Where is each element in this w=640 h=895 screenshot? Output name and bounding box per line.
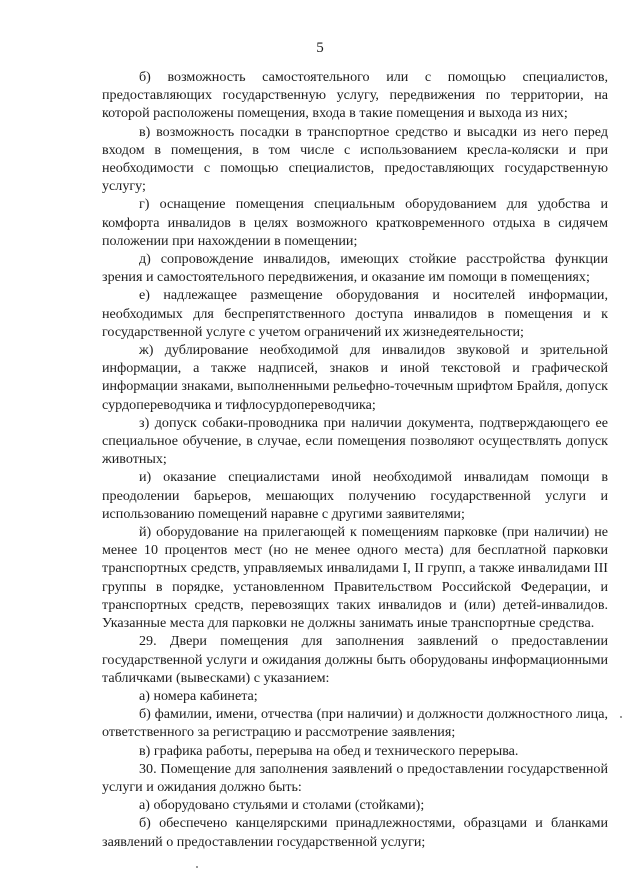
paragraph: а) оборудовано стульями и столами (стойками); <box>139 797 425 814</box>
paragraph: г) оснащение помещения специальным оборудованием для удобства и комфорта инвалидов в целях возможного кратковременного отдыха в сидячем положении при нахождении в помещении; <box>102 196 608 249</box>
paragraph: з) допуск собаки-проводника при наличии документа, подтверждающего ее специальное обучение, в случае, если помещения позволяют осуществлять допуск животных; <box>102 414 608 468</box>
paragraph: д) сопровождение инвалидов, имеющих стойкие расстройства функции зрения и самостоятельного передвижения, и оказание им помощи в помещениях; <box>102 251 608 286</box>
paragraph: ж) дублирование необходимой для инвалидов звуковой и зрительной информации, а также надписей, знаков и иной текстовой и графической информации знаками, выполненными рельефно-точечным шрифтом Брайля, допуск сурдопереводчика и тифлосурдопереводчика; <box>102 342 608 413</box>
paragraph: а) номера кабинета; <box>139 687 258 704</box>
paragraph: 30. Помещение для заполнения заявлений о предоставлении государственной услуги и ожидания должно быть: <box>102 760 608 795</box>
paragraph: е) надлежащее размещение оборудования и носителей информации, необходимых для беспрепятственного доступа инвалидов в помещения и к государственной услуге с учетом ограничений их жизнедеятельности; <box>102 287 608 340</box>
paragraph: б) возможность самостоятельного или с помощью специалистов, предоставляющих государственную услугу, передвижения по территории, на которой расположены помещения, входа в такие помещения и выхода из них; <box>102 69 608 122</box>
paragraph: б) обеспечено канцелярскими принадлежностями, образцами и бланками заявлений о предоставлении государственной услуги; <box>102 815 608 850</box>
scan-speck <box>196 866 198 868</box>
paragraph: и) оказание специалистами иной необходимой инвалидам помощи в преодолении барьеров, мешающих получению государственной услуги и использованию помещений наравне с другими заявителями; <box>102 469 608 522</box>
paragraph: в) графика работы, перерыва на обед и технического перерыва. <box>139 742 519 759</box>
page-number: 5 <box>316 40 324 56</box>
document-body <box>102 68 608 851</box>
paragraph: в) возможность посадки в транспортное средство и высадки из него перед входом в помещения, в том числе с использованием кресла-коляски и при необходимости с помощью специалистов, предоставляющих государственную услугу; <box>102 123 608 195</box>
paragraph: б) фамилии, имени, отчества (при наличии) и должности должностного лица, ответственного за регистрацию и рассмотрение заявления; <box>102 706 608 741</box>
scan-speck <box>620 716 622 718</box>
paragraph: й) оборудование на прилегающей к помещениям парковке (при наличии) не менее 10 процентов мест (но не менее одного места) для бесплатной парковки транспортных средств, управляемых инвалидами I, II групп, а также инвалидами III группы в порядке, установленном Правительством Российской Федерации, и транспортных средств, перевозящих таких инвалидов и (или) детей-инвалидов. Указанные места для парковки не должны занимать иные транспортные средства. <box>102 524 608 632</box>
paragraph: 29. Двери помещения для заполнения заявлений о предоставлении государственной услуги и ожидания должны быть оборудованы информационными табличками (вывесками) с указанием: <box>102 633 608 686</box>
